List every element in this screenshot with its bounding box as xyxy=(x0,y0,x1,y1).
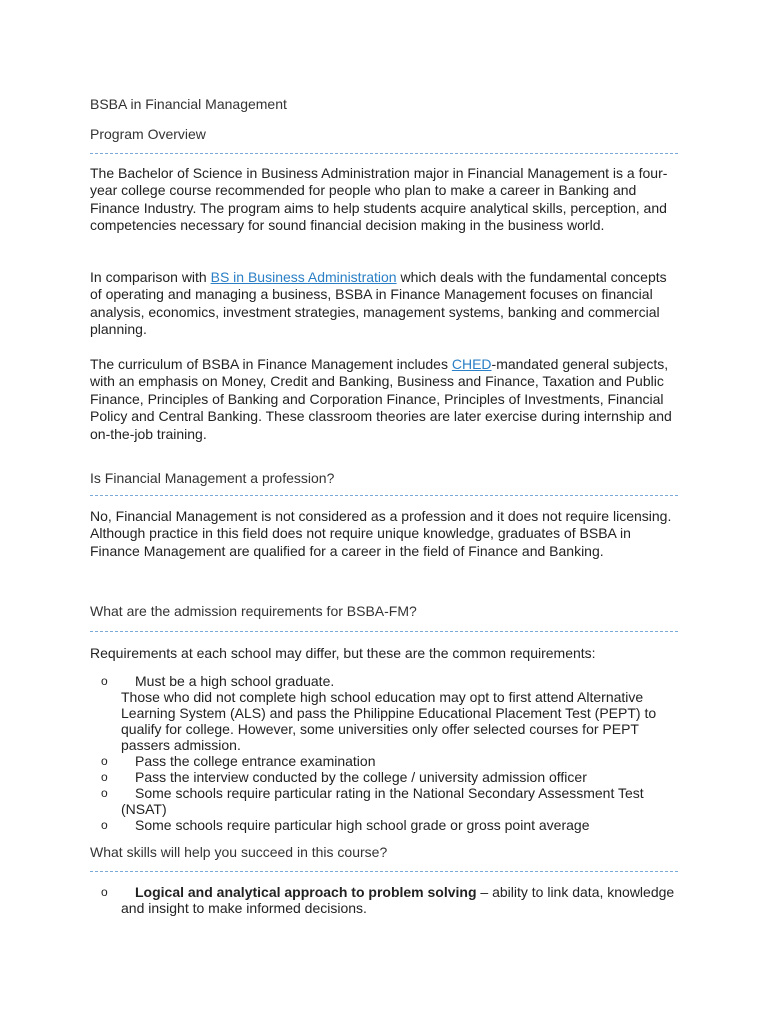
list-item xyxy=(90,884,680,916)
skill-description: – ability to link data, knowledge and insight to make informed decisions. xyxy=(121,884,675,916)
section-divider xyxy=(90,153,678,154)
overview-paragraph-1: The Bachelor of Science in Business Administration major in Financial Management is a four-year college course recommended for people who plan to make a career in Banking and Finance Industry. The program aims to help students acquire analytical skills, perception, and competencies necessary for sound financial decision making in the business world. xyxy=(90,165,668,234)
skills-list xyxy=(90,884,680,916)
bullet-icon: o xyxy=(101,818,108,832)
requirement-label: Pass the interview conducted by the college / university admission officer xyxy=(135,769,587,785)
requirement-label: Some schools require particular rating in the National Secondary Assessment Test (NSAT) xyxy=(121,785,644,817)
overview-paragraph-2 xyxy=(90,269,680,339)
bullet-icon: o xyxy=(101,674,108,688)
overview-paragraph-3 xyxy=(90,356,680,443)
profession-paragraph: No, Financial Management is not considered as a profession and it does not require licensing. Although practice in this field does not require unique knowledge, graduates of BSBA in Finance Management are qualified for a career in the field of Finance and Banking. xyxy=(90,508,672,559)
requirement-label: Some schools require particular high school grade or gross point average xyxy=(135,817,590,833)
bullet-icon: o xyxy=(101,786,108,800)
list-item xyxy=(90,785,680,817)
list-item xyxy=(90,817,680,833)
skill-title: Logical and analytical approach to problem solving xyxy=(135,884,477,900)
admission-heading: What are the admission requirements for BSBA-FM? xyxy=(90,603,417,619)
profession-heading: Is Financial Management a profession? xyxy=(90,470,335,486)
list-item xyxy=(90,753,680,769)
list-item xyxy=(90,769,680,785)
ched-link[interactable]: CHED xyxy=(451,356,492,372)
admission-intro: Requirements at each school may differ, but these are the common requirements: xyxy=(90,645,596,661)
bullet-icon: o xyxy=(101,770,108,784)
requirement-note: Those who did not complete high school education may opt to first attend Alternative Learning System (ALS) and pass the Philippine Educational Placement Test (PEPT) to qualify for college. However, some universities only offer selected courses for PEPT passers admission. xyxy=(121,689,657,753)
section-divider xyxy=(90,631,678,632)
admission-requirements-list xyxy=(90,673,680,833)
requirement-label: Pass the college entrance examination xyxy=(135,753,376,769)
section-divider xyxy=(90,495,678,496)
overview-paragraph-2-text-start: In comparison with xyxy=(90,269,211,285)
document-title: BSBA in Financial Management xyxy=(90,96,287,112)
bullet-icon: o xyxy=(101,754,108,768)
skills-heading: What skills will help you succeed in this course? xyxy=(90,844,388,860)
list-item xyxy=(90,673,680,753)
bs-business-administration-link[interactable]: BS in Business Administration xyxy=(210,269,397,285)
overview-paragraph-3-text-start: The curriculum of BSBA in Finance Management includes xyxy=(90,356,452,372)
bullet-icon: o xyxy=(101,885,108,899)
overview-paragraph-3-text-end: -mandated general subjects, with an emphasis on Money, Credit and Banking, Business and Finance, Taxation and Public Finance, Principles of Banking and Corporation Finance, Principles of Investments, Financial Policy and Central Banking. These classroom theories are later exercise during internship and on-the-job training. xyxy=(90,356,672,442)
overview-paragraph-2-text-end: which deals with the fundamental concepts of operating and managing a business, BSBA in Finance Management focuses on financial analysis, economics, investment strategies, management systems, banking and commercial planning. xyxy=(90,269,667,338)
section-divider xyxy=(90,871,678,872)
requirement-label: Must be a high school graduate. xyxy=(135,673,335,689)
program-overview-heading: Program Overview xyxy=(90,126,206,142)
